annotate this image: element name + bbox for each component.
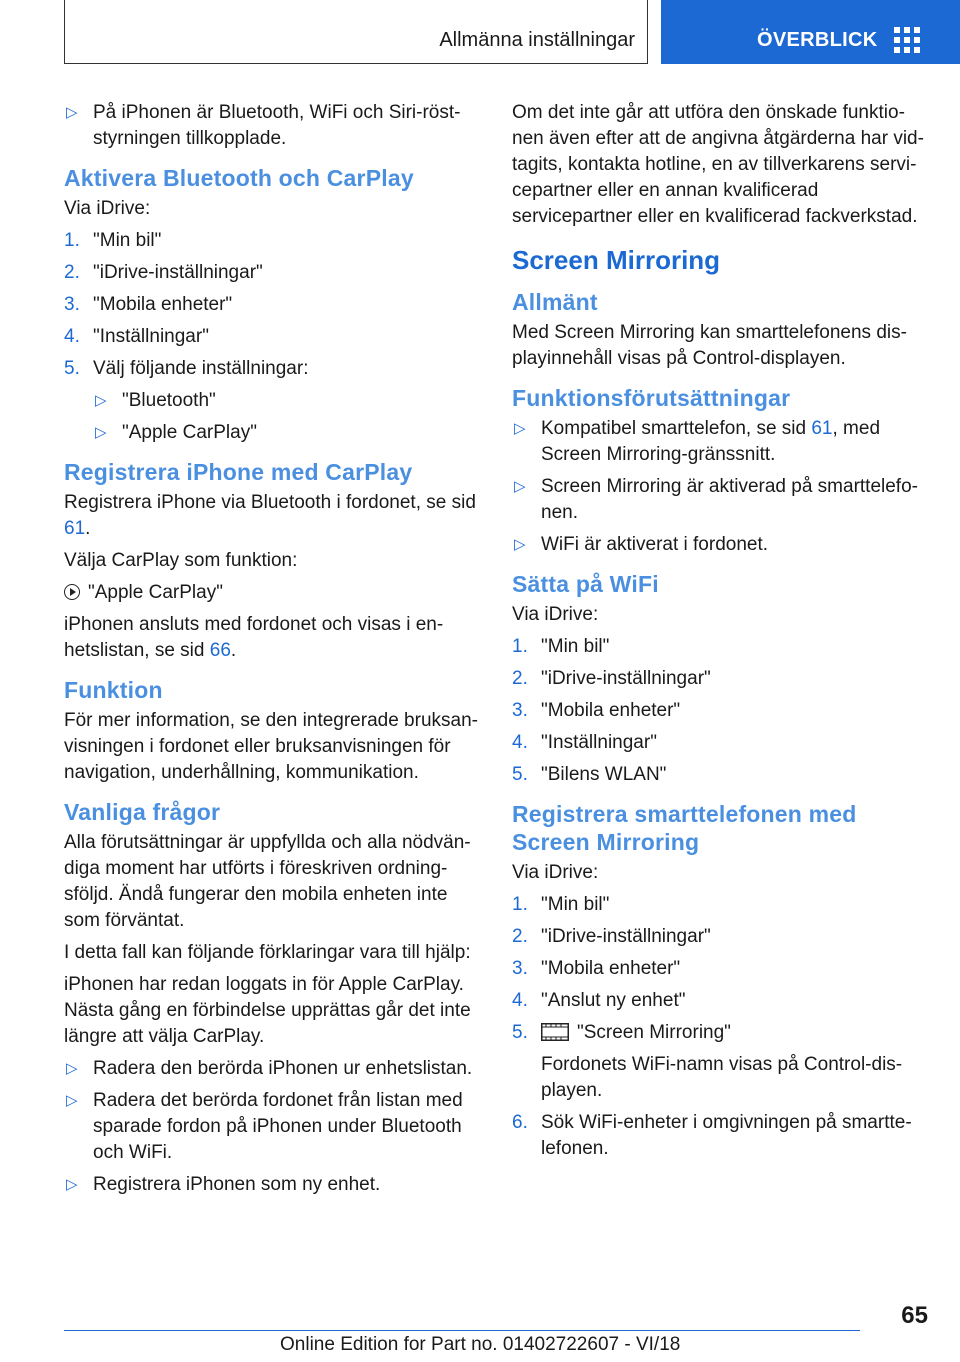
bullet-triangle-icon: ▷ (66, 1176, 78, 1193)
list-item: 3. "Mobila enheter" (512, 958, 681, 979)
overview-label: ÖVERBLICK (757, 29, 878, 51)
chapter-title-screen-mirroring: Screen Mirroring (512, 245, 721, 275)
list-item: 4. "Inställningar" (64, 326, 209, 347)
list-item: 3. "Mobila enheter" (64, 294, 233, 315)
list-item: 2. "iDrive-inställningar" (512, 926, 711, 947)
bullet-triangle-icon: ▷ (95, 392, 107, 409)
footer-edition: Online Edition for Part no. 01402722607 - VI/18 (280, 1334, 681, 1355)
section-title-register-iphone: Registrera iPhone med CarPlay (64, 459, 413, 485)
section-title-allmant: Allmänt (512, 289, 598, 315)
section-title-funktion: Funktion (64, 677, 163, 703)
section-title-requirements: Funktionsförutsättningar (512, 385, 791, 411)
list-item: ▷ Screen Mirroring är aktiverad på smarttelefo-nen. (514, 476, 918, 523)
list-item: ▷ Kompatibel smarttelefon, se sid 61, med Screen Mirroring-gränssnitt. (514, 418, 881, 465)
list-item: ▷ Radera den berörda iPhonen ur enhetslistan. (64, 1056, 480, 1082)
left-column: ▷ På iPhonen är Bluetooth, WiFi och Siri-röst-styrningen tillkopplade. Aktivera Bluetooth och CarPlay Via iDrive: 1. "Min bil" 2. "iDrive-inställningar" 3. "Mobila enheter" 4. "Inställningar" 5. Välj följande inställningar: ▷ "Bluetooth" ▷ "Apple CarPlay" Registrera iPhone med CarPlay Registrera iPhone via Bluetooth i fordonet, se sid 61. Välja CarPlay som funktion: "Apple CarPlay" iPhonen ansluts med fordonet och visas i en-hetslistan, se sid 66. Funktion För mer information, se den integrerade bruksan-visningen i fordonet eller bruksanvisningen för navigation, underhållning, kommunikation. Vanliga frågor Alla förutsättningar är uppfyllda och alla nödvän-diga moment har utförts i föreskriven ordning-sföljd. Ändå fungerar den mobila enheten inte som förväntat. I detta fall kan följande förklaringar vara till hjälp: iPhonen har redan loggats in för Apple CarPlay. Nästa gång en förbindelse upprättas går det inte längre att välja CarPlay. ▷ Radera den berörda iPhonen ur enhetslistan. ▷ Radera det berörda fordonet från listan med sparade fordon på iPhonen under Bluetooth och WiFi. ▷ Registrera iPhonen som ny enhet. (64, 100, 480, 1204)
bullet-triangle-icon: ▷ (66, 1092, 78, 1109)
bullet-triangle-icon: ▷ (95, 424, 107, 441)
list-item: ▷ Radera det berörda fordonet från listan med sparade fordon på iPhonen under Bluetooth och WiFi. (66, 1090, 463, 1163)
section-title-wifi: Sätta på WiFi (512, 571, 659, 597)
list-item: 6. Sök WiFi-enheter i omgivningen på smartte-lefonen. (512, 1112, 912, 1159)
screen-mirroring-icon (541, 1023, 569, 1041)
header-section-tab[interactable] (64, 0, 648, 64)
list-item: 1. "Min bil" (512, 894, 610, 915)
list-item: 3. "Mobila enheter" (512, 700, 681, 721)
list-item: ▷ WiFi är aktiverat i fordonet. (512, 532, 928, 558)
list-item: ▷ "Bluetooth" (93, 388, 480, 414)
list-item: 2. "iDrive-inställningar" (64, 262, 263, 283)
overview-tab[interactable] (661, 0, 960, 64)
bullet-triangle-icon: ▷ (514, 536, 526, 553)
list-item: 1. "Min bil" (512, 636, 610, 657)
header-section-title: Allmänna inställningar (439, 29, 635, 51)
bullet-triangle-icon: ▷ (514, 420, 526, 437)
section-title-faq: Vanliga frågor (64, 799, 221, 825)
list-item: 5. "Screen Mirroring" (512, 1022, 731, 1043)
list-item: 1. "Min bil" (64, 230, 162, 251)
right-column: Om det inte går att utföra den önskade funktio-nen även efter att de angivna åtgärderna har vid-tagits, kontakta hotline, en av tillverkarens servi-cepartner eller en annan kvalificerad servicepartner eller en kvalificerad fackverkstad. Screen Mirroring Allmänt Med Screen Mirroring kan smarttelefonens dis-playinnehåll visas på Control-displayen. Funktionsförutsättningar ▷ Kompatibel smarttelefon, se sid 61, med Screen Mirroring-gränssnitt. ▷ Screen Mirroring är aktiverad på smarttelefo-nen. ▷ WiFi är aktiverat i fordonet. Sätta på WiFi Via iDrive: 1. "Min bil" 2. "iDrive-inställningar" 3. "Mobila enheter" 4. "Inställningar" 5. "Bilens WLAN" Registrera smarttelefonen med Screen Mirroring Via iDrive: 1. "Min bil" 2. "iDrive-inställningar" 3. "Mobila enheter" 4. "Anslut ny enhet" 5. "Screen Mirroring" Fordonets WiFi-namn visas på Control-dis-playen. 6. Sök WiFi-enheter i omgivningen på smartte-lefonen. (512, 100, 928, 1168)
list-item: 5. Välj följande inställningar: (64, 358, 309, 379)
play-circle-icon (64, 584, 80, 600)
page-number: 65 (901, 1302, 928, 1329)
page-link[interactable]: 61 (811, 418, 833, 439)
section-title-bluetooth-carplay: Aktivera Bluetooth och CarPlay (64, 165, 414, 191)
list-item: 5. "Bilens WLAN" (512, 764, 667, 785)
list-item: 2. "iDrive-inställningar" (512, 668, 711, 689)
page-link[interactable]: 66 (209, 640, 231, 661)
list-item: ▷ Registrera iPhonen som ny enhet. (64, 1172, 480, 1198)
via-idrive: Via iDrive: (64, 198, 151, 219)
bullet-triangle-icon: ▷ (514, 478, 526, 495)
page-link[interactable]: 61 (64, 518, 86, 539)
list-item: ▷ "Apple CarPlay" (93, 420, 480, 446)
footer-divider (64, 1330, 860, 1331)
section-title-register-smartphone: Registrera smarttelefonen med Screen Mirroring (512, 801, 857, 855)
grid-icon (894, 27, 920, 53)
bullet-triangle-icon: ▷ (66, 1060, 78, 1077)
list-item: ▷ På iPhonen är Bluetooth, WiFi och Siri-röst-styrningen tillkopplade. (66, 102, 461, 149)
bullet-triangle-icon: ▷ (66, 104, 78, 121)
list-item: 4. "Anslut ny enhet" (512, 990, 686, 1011)
list-item: 4. "Inställningar" (512, 732, 657, 753)
